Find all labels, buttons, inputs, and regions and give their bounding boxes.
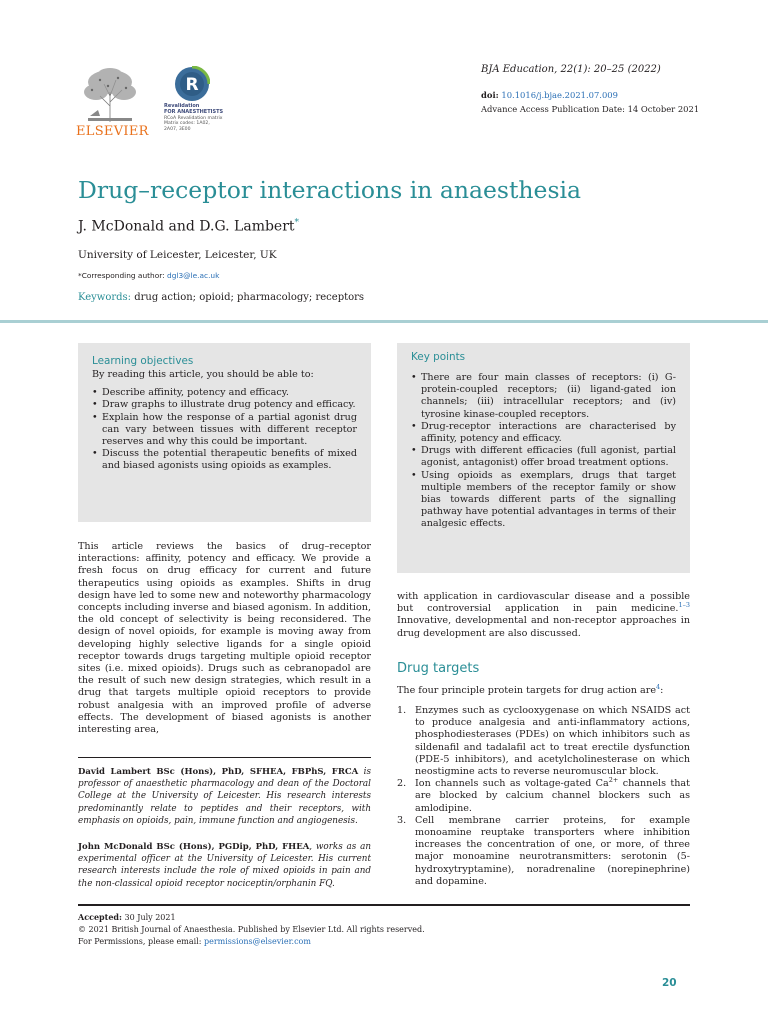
drug-targets-list xyxy=(397,705,690,888)
keywords xyxy=(78,292,364,303)
list-item: • Drug-receptor interactions are characterised by affinity, potency and efficacy. xyxy=(411,421,676,445)
keywords-list: drug action; opioid; pharmacology; receptors xyxy=(134,292,365,303)
list-item: • Using opioids as exemplars, drugs that target multiple members of the receptor family or show bias towards different parts of the signalling pathway have potential advantages in terms of their analgesic effects. xyxy=(411,470,676,531)
learning-objectives-heading: Learning objectives xyxy=(92,355,194,367)
accepted-date: Accepted: 30 July 2021 xyxy=(78,912,176,922)
corresponding-author-email[interactable]: dgl3@le.ac.uk xyxy=(167,271,220,280)
keywords-label: Keywords: xyxy=(78,292,132,303)
authors xyxy=(78,218,299,235)
revalidation-text: Revalidation FOR ANAESTHETISTS RCoA Revalidation matrix Matrix codes: 1A02, 2A07, 3E00 xyxy=(164,103,224,133)
list-item: • Discuss the potential therapeutic benefits of mixed and biased agonists using opioids as examples. xyxy=(92,448,357,472)
article-title: Drug–receptor interactions in anaesthesia xyxy=(78,176,582,204)
header-divider xyxy=(0,320,768,323)
corresponding-author xyxy=(78,271,219,280)
section-heading-drug-targets: Drug targets xyxy=(397,661,480,676)
bio-author-name: John McDonald BSc (Hons), PGDip, PhD, FHEA xyxy=(78,842,310,852)
doi-link[interactable]: 10.1016/j.bjae.2021.07.009 xyxy=(501,90,618,100)
bio-author-name: David Lambert BSc (Hons), PhD, SFHEA, FBPhS, FRCA xyxy=(78,767,359,777)
list-item: 2. Ion channels such as voltage-gated $Ca^{2+}$ channels that are blocked by calcium channel blockers such as amlodipine. xyxy=(397,776,690,814)
revalidation-logo xyxy=(164,66,224,148)
doi-line xyxy=(481,90,618,100)
corresponding-author-label: *Corresponding author: xyxy=(78,271,165,280)
revalidation-r-letter: R xyxy=(185,75,199,95)
permissions: For Permissions, please email: permissions@elsevier.com xyxy=(78,937,311,946)
bio-divider xyxy=(78,757,371,758)
permissions-email[interactable]: permissions@elsevier.com xyxy=(203,937,311,946)
intro-paragraph-continued: with application in cardiovascular disease and a possible but controversial application in pain medicine.$^{1-3}$ Innovative, developmental and non-receptor approaches in drug development are also discussed. xyxy=(397,591,690,639)
affiliation: University of Leicester, Leicester, UK xyxy=(78,249,277,261)
citation-ref[interactable]: 1–3 xyxy=(678,601,690,610)
key-points-list xyxy=(411,372,676,531)
elsevier-wordmark: ELSEVIER xyxy=(76,124,149,139)
footer-divider xyxy=(78,904,690,906)
corresponding-author-mark[interactable]: * xyxy=(294,218,300,228)
key-points-heading: Key points xyxy=(411,351,466,363)
citation-ref[interactable]: 4 xyxy=(656,682,661,691)
journal-reference: BJA Education, 22(1): 20–25 (2022) xyxy=(481,64,661,75)
list-item: • Explain how the response of a partial agonist drug can vary between tissues with different receptor reserves and why this could be important. xyxy=(92,412,357,449)
author-names: J. McDonald and D.G. Lambert xyxy=(78,218,295,235)
list-item: • There are four main classes of receptors: (i) G-protein-coupled receptors; (ii) ligand-gated ion channels; (iii) intracellular receptors; and (iv) tyrosine kinase-coupled receptors. xyxy=(411,372,676,421)
learning-objectives-list xyxy=(92,387,357,472)
learning-objectives-intro: By reading this article, you should be able to: xyxy=(92,369,314,380)
list-item: 1. Enzymes such as cyclooxygenase on which NSAIDS act to produce analgesia and anti-inflammatory actions, phosphodiesterases (PDEs) on which inhibitors such as sildenafil and tadalafil act to treat erectile dysfunction (PDE-5 inhibitors), and acetylcholinesterase on which neostigmine acts to reverse neuromuscular block. xyxy=(397,705,690,778)
drug-targets-intro: The four principle protein targets for drug action are$^4$: xyxy=(397,682,664,696)
list-item: 3. Cell membrane carrier proteins, for example monoamine reuptake transporters where inhibition increases the concentration of one, or more, of three major monoamine neurotransmitters: serotonin (5-hydroxytryptamine), noradrenaline (norepinephrine) and dopamine. xyxy=(397,814,690,887)
list-item: • Draw graphs to illustrate drug potency and efficacy. xyxy=(92,399,357,411)
copyright: © 2021 British Journal of Anaesthesia. Published by Elsevier Ltd. All rights reserved. xyxy=(78,925,425,934)
page-number: 20 xyxy=(662,977,677,989)
advance-access-date: Advance Access Publication Date: 14 October 2021 xyxy=(481,104,700,114)
key-points-box xyxy=(397,343,690,573)
author-bio-lambert: David Lambert BSc (Hons), PhD, SFHEA, FBPhS, FRCA is professor of anaesthetic pharmacology and dean of the Doctoral College at the University of Leicester. His research interests predominantly relate to peptides and their receptors, with emphasis on opioids, pain, immune function and angiogenesis. xyxy=(78,767,371,826)
doi-label: doi: xyxy=(481,90,499,100)
learning-objectives-box xyxy=(78,343,371,522)
list-item: • Drugs with different efficacies (full agonist, partial agonist, antagonist) offer broad treatment options. xyxy=(411,445,676,469)
list-item: • Describe affinity, potency and efficacy. xyxy=(92,387,357,399)
revalidation-r-icon xyxy=(174,66,210,102)
author-bio-mcdonald: John McDonald BSc (Hons), PGDip, PhD, FHEA, works as an experimental officer at the University of Leicester. His current research interests include the role of mixed opioids in pain and the non-classical opioid receptor nociceptin/orphanin FQ. xyxy=(78,842,371,889)
intro-paragraph: This article reviews the basics of drug–receptor interactions: affinity, potency and efficacy. We provide a fresh focus on drug efficacy for current and future therapeutics using opioids as examples. Shifts in drug design have led to some new and noteworthy pharmacology concepts including inverse and biased agonism. In addition, the old concept of selectivity is being reconsidered. The design of novel opioids, for example is moving away from developing highly selective ligands for a single opioid receptor towards drugs targeting multiple opioid receptor sites (i.e. mixed opioids). Drugs such as cebranopadol are the result of such new design strategies, which result in a drug that targets multiple opioid receptors to provide robust analgesia with an improved profile of adverse effects. The development of biased agonists is another interesting area, xyxy=(78,541,371,736)
